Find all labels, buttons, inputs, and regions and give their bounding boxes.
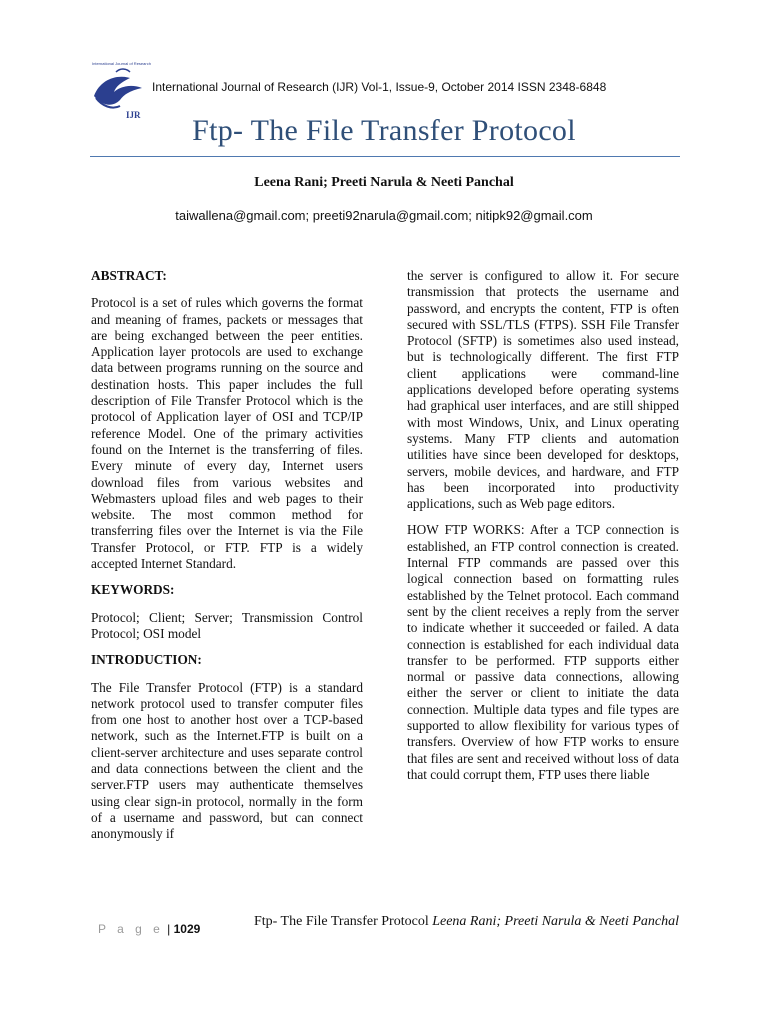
left-column bbox=[91, 268, 363, 853]
title-divider bbox=[90, 156, 680, 157]
footer-citation bbox=[254, 914, 679, 930]
right-column bbox=[407, 268, 679, 793]
page-number bbox=[98, 922, 200, 936]
keywords-heading: KEYWORDS: bbox=[91, 582, 175, 598]
footer-title: Ftp- The File Transfer Protocol bbox=[253, 914, 429, 929]
introduction-heading: INTRODUCTION: bbox=[91, 652, 202, 668]
abstract-heading: ABSTRACT: bbox=[91, 268, 167, 283]
journal-header: International Journal of Research (IJR) Vol-1, Issue-9, October 2014 ISSN 2348-6848 bbox=[152, 80, 607, 94]
page-label: P a g e bbox=[98, 922, 164, 936]
logo-text: IJR bbox=[126, 110, 141, 120]
logo-caption: International Journal of Research bbox=[92, 61, 151, 66]
paper-title: Ftp- The File Transfer Protocol bbox=[192, 114, 576, 147]
authors: Leena Rani; Preeti Narula & Neeti Panchal bbox=[254, 175, 514, 190]
page-number-value: 1029 bbox=[173, 922, 201, 936]
footer-authors: Leena Rani; Preeti Narula & Neeti Panchal bbox=[432, 914, 679, 929]
ijr-logo bbox=[86, 56, 156, 122]
continuation-paragraph: the server is configured to allow it. For secure transmission that protects the username and password, and encrypts the content, FTP is often secured with SSL/TLS (FTPS). SSH File Transfer Protocol (SFTP) is sometimes also used instead, but is technologically different. The first FTP client applications were command-line applications developed before operating systems had graphical user interfaces, and are still shipped with most Windows, Unix, and Linux operating systems. Many FTP clients and automation utilities have since been developed for desktops, servers, mobile devices, and hardware, and FTP has been incorporated into productivity applications, such as Web page editors. bbox=[407, 268, 679, 512]
keywords-text: Protocol; Client; Server; Transmission Control Protocol; OSI model bbox=[91, 609, 363, 641]
introduction-text: The File Transfer Protocol (FTP) is a standard network protocol used to transfer computer files from one host to another host over a TCP-based network, such as the Internet.FTP is built on a client-server architecture and uses separate control and data connections between the client and the server.FTP users may authenticate themselves using clear sign-in protocol, normally in the form of a username and password, but can connect anonymously if bbox=[91, 679, 363, 842]
page-separator: | bbox=[167, 922, 171, 936]
how-ftp-works-paragraph: HOW FTP WORKS: After a TCP connection is established, an FTP control connection is created. Internal FTP commands are passed over this logical connection based on formatting rules established by the Telnet protocol. Each command sent by the client receives a reply from the server to indicate whether it succeeded or failed. A data connection is established for each individual data transfer to be performed. FTP supports either normal or passive data connections, allowing either the server or client to initiate the data connection. Multiple data types and file types are supported to allow flexibility for various types of transfers. Overview of how FTP works to ensure that files are sent and received without loss of data that could corrupt them, FTP uses there liable bbox=[407, 522, 679, 782]
author-emails: taiwallena@gmail.com; preeti92narula@gmail.com; nitipk92@gmail.com bbox=[175, 208, 593, 223]
abstract-text: Protocol is a set of rules which governs the format and meaning of frames, packets or messages that are being exchanged between the peer entities. Application layer protocols are used to exchange data between programs running on the source and destination hosts. This paper includes the full description of File Transfer Protocol which is the protocol of Application layer of OSI and TCP/IP reference Model. One of the primary activities found on the Internet is the transferring of files. Every minute of every day, Internet users download files from various websites and Webmasters upload files and web pages to their website. The most common method for transferring files over the Internet is via the File Transfer Protocol, or FTP. FTP is a widely accepted Internet Standard. bbox=[91, 295, 363, 572]
